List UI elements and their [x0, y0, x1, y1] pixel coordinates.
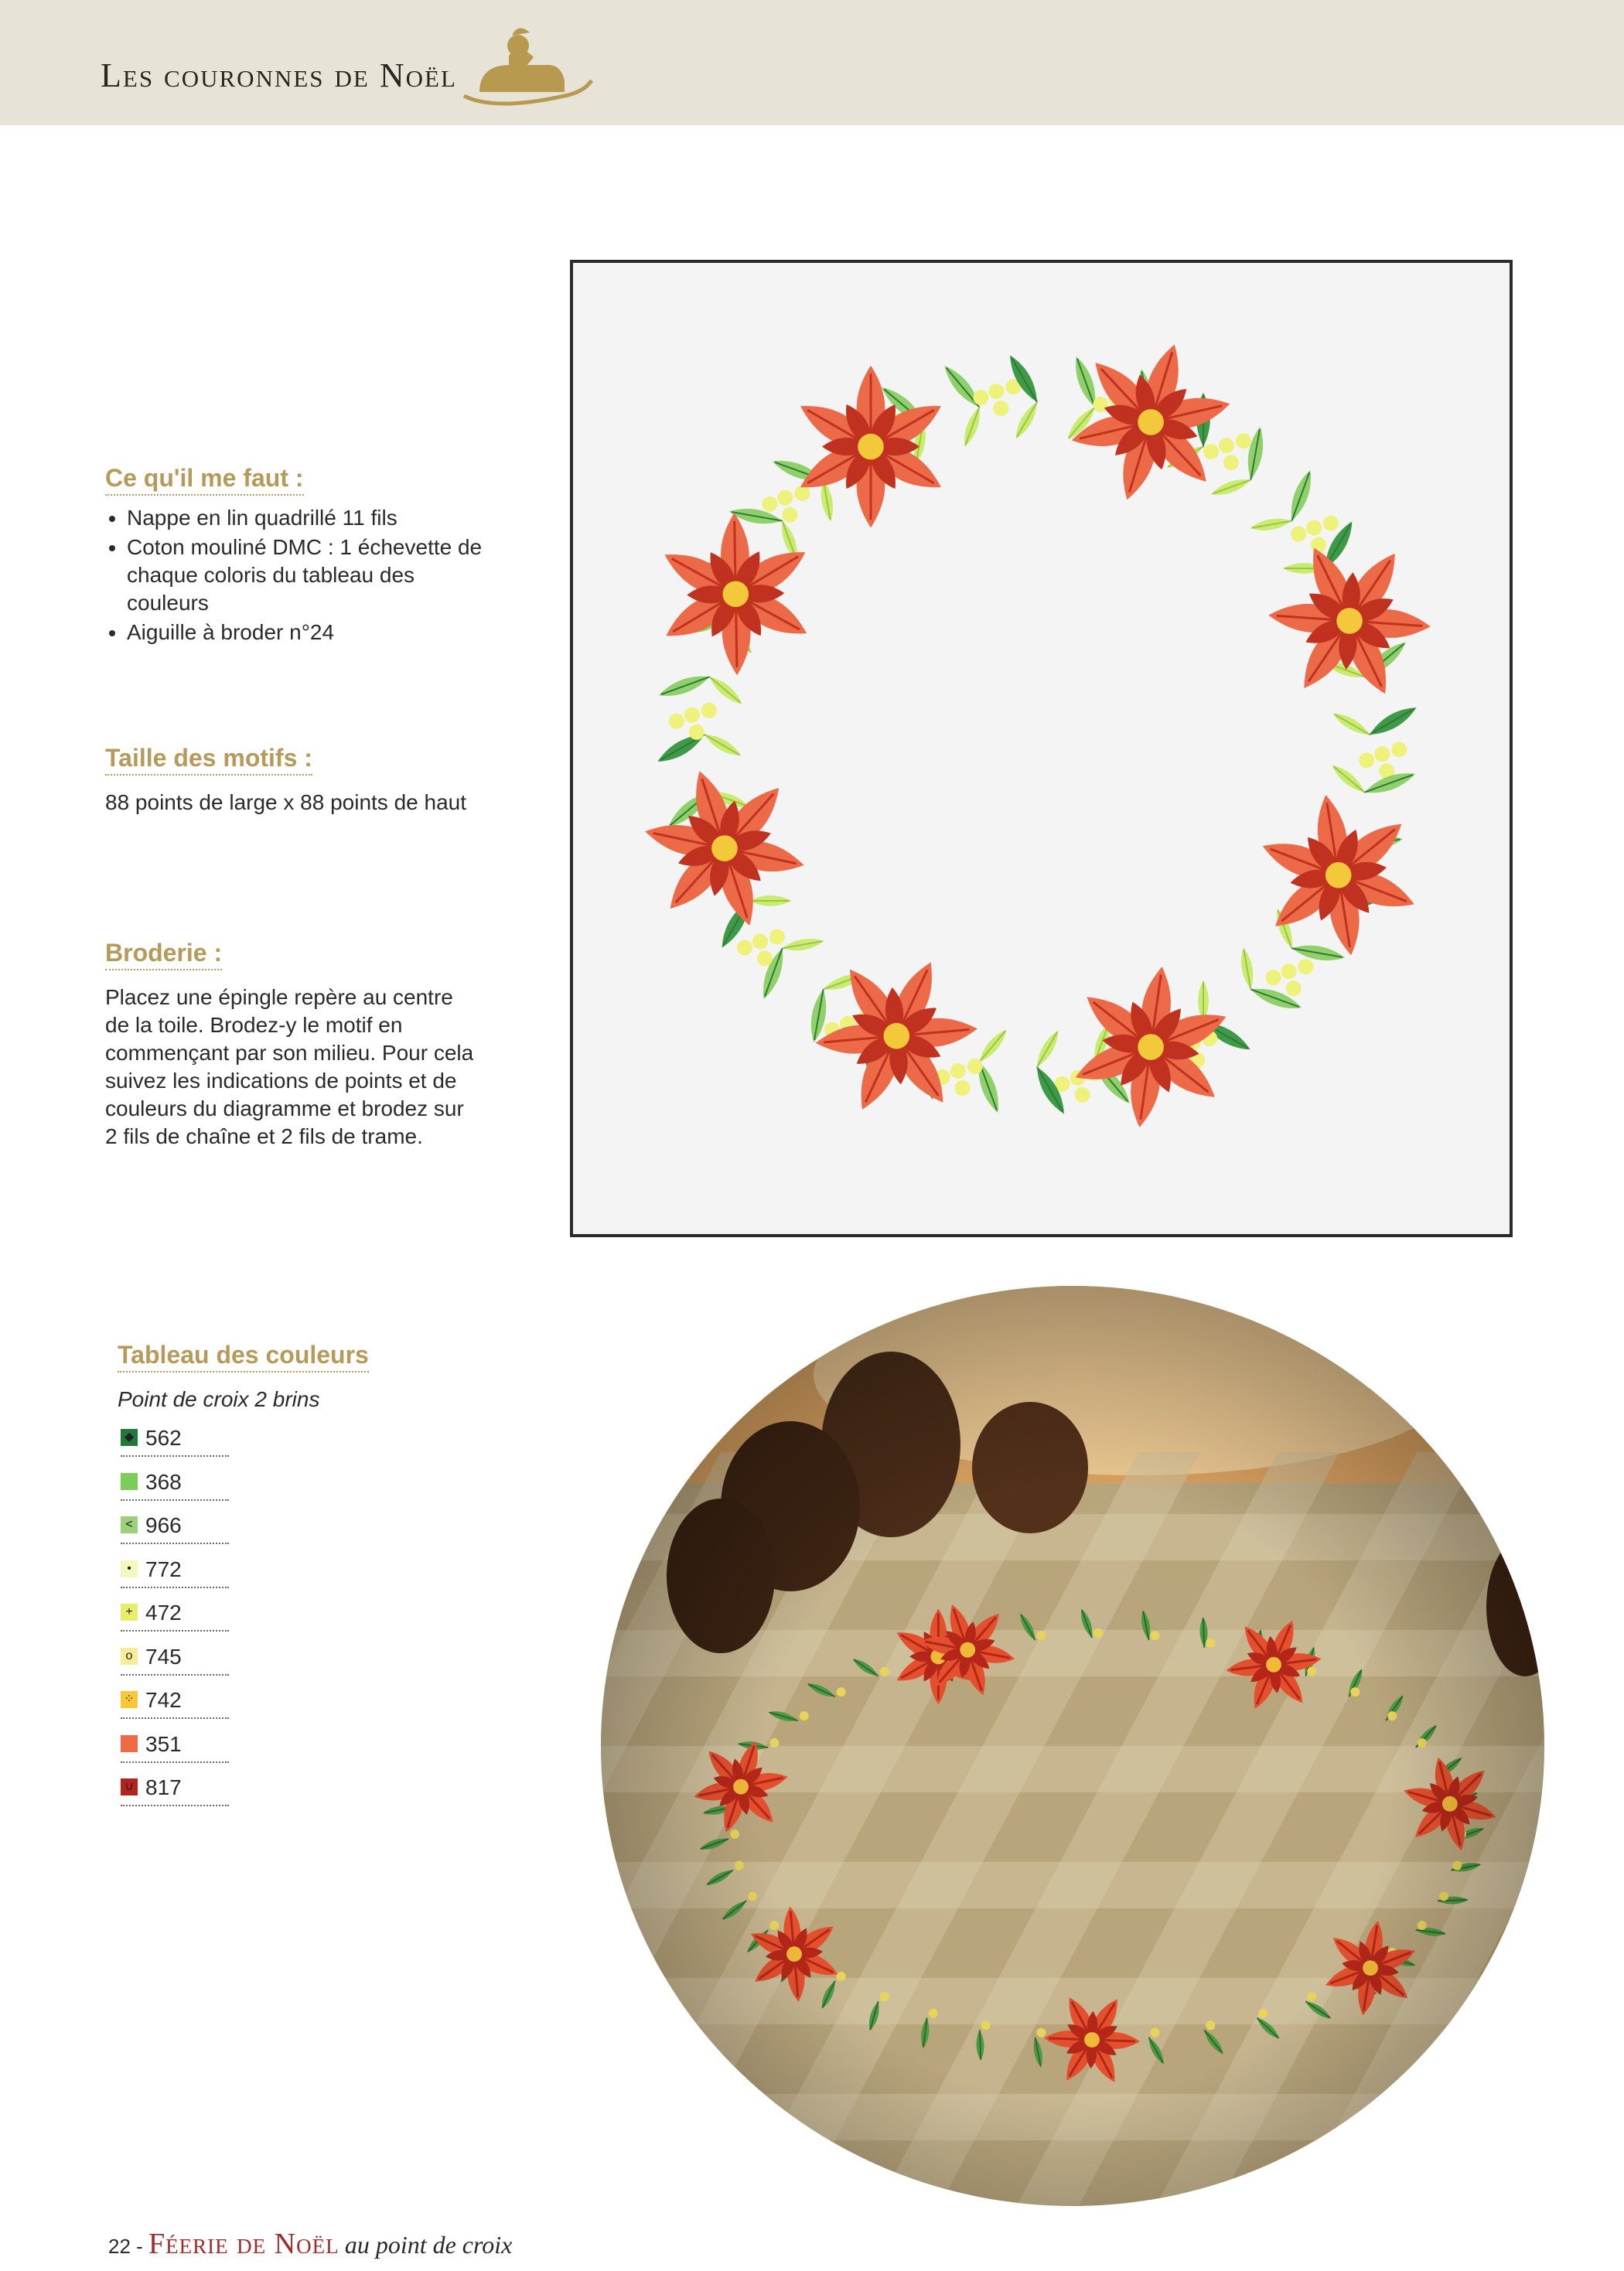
color-code: 745: [145, 1644, 182, 1669]
color-swatch: o: [121, 1648, 138, 1665]
size-heading: Taille des motifs :: [105, 744, 312, 776]
color-swatch: [121, 1473, 138, 1490]
color-legend-item: [121, 1686, 229, 1719]
color-code: 742: [145, 1688, 182, 1712]
page-number: 22 -: [108, 2235, 143, 2258]
color-code: 562: [145, 1426, 182, 1450]
size-text: 88 points de large x 88 points de haut: [105, 790, 467, 814]
list-item: • Aiguille à broder n°24: [127, 619, 498, 646]
needs-list: [102, 504, 498, 648]
color-swatch: •: [121, 1560, 138, 1577]
magazine-tagline: au point de croix: [344, 2231, 513, 2259]
color-table-subheading: Point de croix 2 brins: [118, 1387, 320, 1411]
cross-stitch-pattern: [570, 260, 1513, 1237]
color-code: 472: [145, 1601, 182, 1625]
color-code: 772: [145, 1557, 182, 1581]
tablecloth-photo: [597, 1282, 1548, 2210]
needs-heading: Ce qu'il me faut :: [105, 464, 304, 496]
sleigh-icon: [449, 19, 603, 119]
color-swatch: ◆: [121, 1429, 138, 1446]
color-code: 351: [145, 1731, 182, 1756]
color-legend-item: [121, 1512, 229, 1544]
color-code: 966: [145, 1513, 182, 1537]
color-swatch: ∪: [121, 1778, 138, 1795]
color-swatch: <: [121, 1516, 138, 1533]
wreath-pattern-graphic: [573, 263, 1510, 1234]
list-item: • Coton mouliné DMC : 1 échevette de chaque coloris du tableau des couleurs: [127, 534, 498, 617]
color-table-heading: Tableau des couleurs: [118, 1341, 369, 1372]
color-code: 368: [145, 1469, 182, 1494]
color-legend-item: [121, 1731, 229, 1763]
footer: [108, 2227, 512, 2261]
embroidery-text: Placez une épingle repère au centre de la toile. Brodez-y le motif en commençant par son milieu. Pour cela suivez les indications de points et de couleurs du diagramme et brodez sur 2 fils de chaîne et 2 fils de trame.: [105, 985, 474, 1148]
color-legend-item: [121, 1599, 229, 1632]
magazine-brand: Féerie de Noël: [148, 2228, 339, 2260]
color-swatch: [121, 1735, 138, 1752]
page-title: Les couronnes de Noël: [101, 56, 457, 94]
list-item: • Nappe en lin quadrillé 11 fils: [127, 504, 498, 532]
color-swatch: ⁘: [121, 1691, 138, 1708]
color-legend-item: [121, 1424, 229, 1457]
color-legend-item: [121, 1643, 229, 1676]
color-legend-item: [121, 1556, 229, 1588]
embroidery-heading: Broderie :: [105, 939, 222, 970]
color-swatch: +: [121, 1604, 138, 1621]
color-legend-item: [121, 1774, 229, 1806]
color-legend-item: [121, 1468, 229, 1501]
color-code: 817: [145, 1775, 182, 1799]
